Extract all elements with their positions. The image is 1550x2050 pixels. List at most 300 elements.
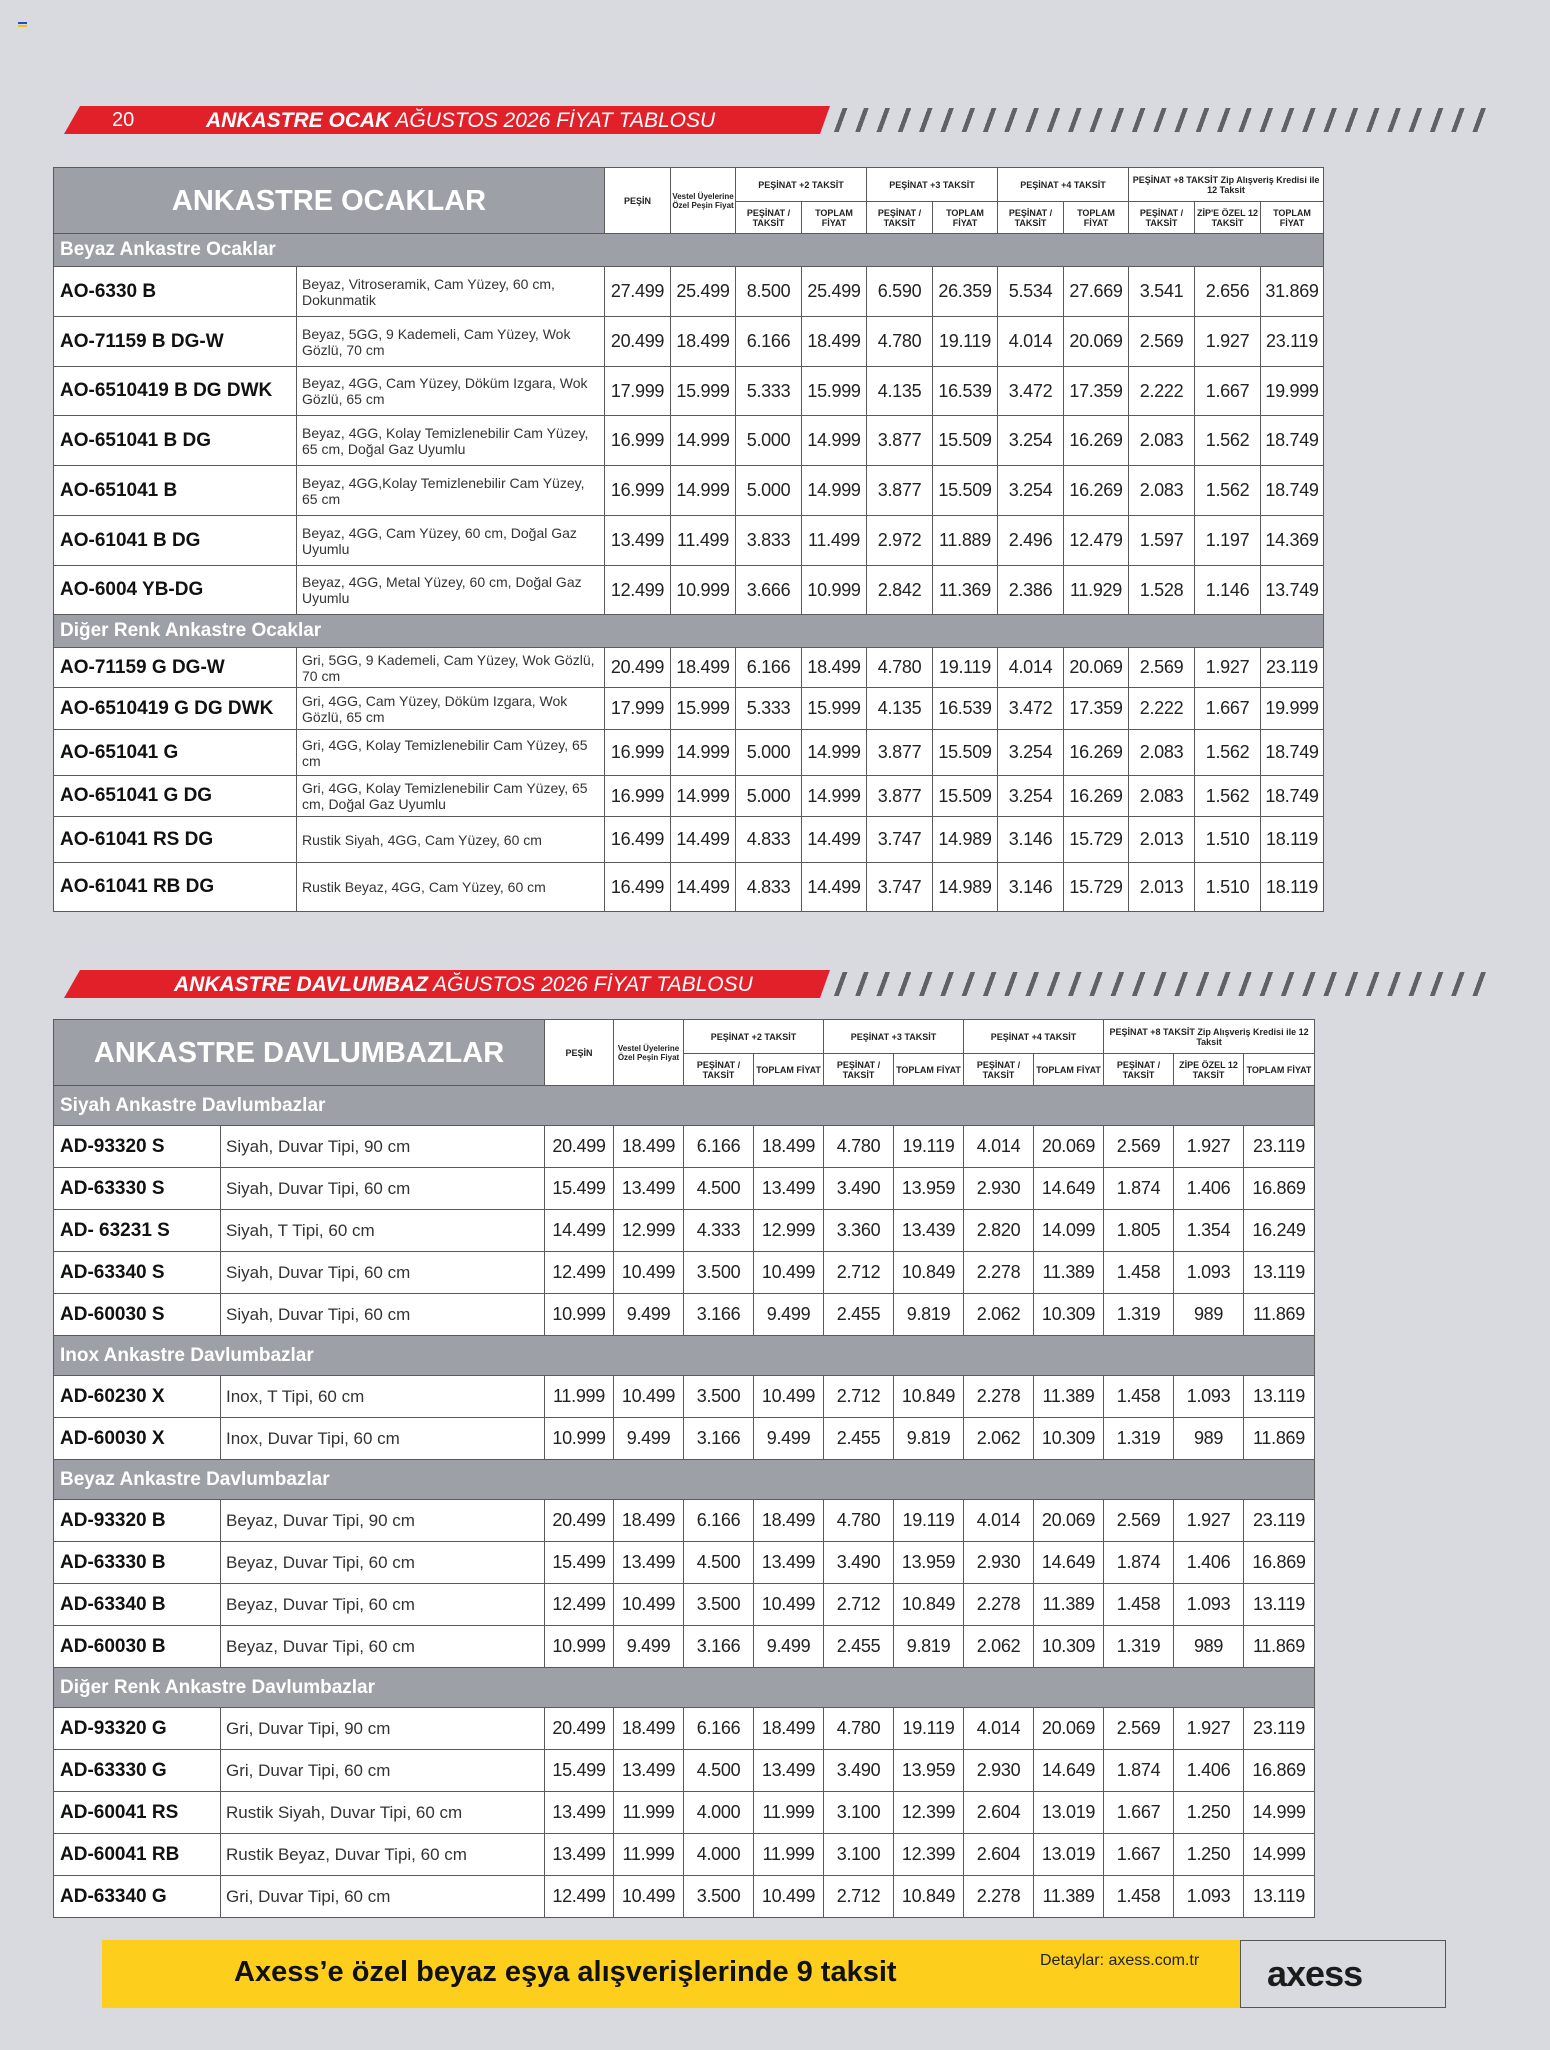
- col-header-group-3: PEŞİNAT +3 TAKSİT: [867, 168, 998, 202]
- product-description: Beyaz, Vitroseramik, Cam Yüzey, 60 cm, Dokunmatik: [297, 267, 605, 317]
- table-row: [54, 367, 1324, 416]
- price-cell: 15.729: [1064, 817, 1129, 863]
- price-cell: 15.509: [933, 776, 998, 817]
- price-cell: 18.499: [754, 1708, 824, 1750]
- price-cell: 1.562: [1195, 416, 1261, 466]
- price-cell: 11.499: [802, 516, 867, 566]
- product-description: Rustik Siyah, 4GG, Cam Yüzey, 60 cm: [297, 817, 605, 863]
- price-cell: 16.869: [1244, 1168, 1315, 1210]
- table-row: [54, 776, 1324, 817]
- price-cell: 2.222: [1129, 688, 1195, 730]
- ad-detail-link[interactable]: Detaylar: axess.com.tr: [1040, 1952, 1200, 1969]
- price-cell: 16.269: [1064, 466, 1129, 516]
- price-cell: 1.562: [1195, 466, 1261, 516]
- price-cell: 2.496: [998, 516, 1064, 566]
- price-cell: 1.927: [1174, 1500, 1244, 1542]
- price-cell: 1.406: [1174, 1168, 1244, 1210]
- product-description: Gri, 4GG, Kolay Temizlenebilir Cam Yüzey, 65 cm: [297, 730, 605, 776]
- price-cell: 13.499: [614, 1750, 684, 1792]
- col-header-group-8: PEŞİNAT +8 TAKSİT Zip Alışveriş Kredisi ile 12 Taksit: [1129, 168, 1324, 202]
- price-cell: 13.119: [1244, 1876, 1315, 1918]
- sub-header: TOPLAM FİYAT: [1064, 202, 1129, 234]
- table-row: [54, 863, 1324, 912]
- price-cell: 11.389: [1034, 1376, 1104, 1418]
- sub-header: PEŞİNAT / TAKSİT: [1129, 202, 1195, 234]
- price-cell: 2.930: [964, 1750, 1034, 1792]
- price-cell: 6.590: [867, 267, 933, 317]
- col-header-vestel: Vestel Üyelerine Özel Peşin Fiyat: [671, 168, 736, 234]
- price-cell: 989: [1174, 1626, 1244, 1668]
- model-code: AD-93320 S: [54, 1126, 221, 1168]
- product-description: Beyaz, Duvar Tipi, 90 cm: [221, 1500, 545, 1542]
- table-row: [54, 1834, 1315, 1876]
- price-cell: 16.869: [1244, 1542, 1315, 1584]
- product-description: Beyaz, 4GG, Cam Yüzey, 60 cm, Doğal Gaz Uyumlu: [297, 516, 605, 566]
- price-cell: 3.472: [998, 367, 1064, 416]
- price-cell: 1.562: [1195, 730, 1261, 776]
- price-cell: 14.499: [671, 863, 736, 912]
- table-row: [54, 1418, 1315, 1460]
- price-cell: 13.959: [894, 1750, 964, 1792]
- price-cell: 14.999: [671, 416, 736, 466]
- section-name: Beyaz Ankastre Ocaklar: [54, 234, 1324, 267]
- price-cell: 23.119: [1244, 1708, 1315, 1750]
- price-cell: 18.119: [1261, 863, 1324, 912]
- price-cell: 18.749: [1261, 466, 1324, 516]
- price-cell: 2.842: [867, 566, 933, 615]
- table-row: [54, 416, 1324, 466]
- price-cell: 13.499: [754, 1542, 824, 1584]
- sub-header: TOPLAM FİYAT: [1034, 1054, 1104, 1086]
- sub-header: PEŞİNAT / TAKSİT: [867, 202, 933, 234]
- col-header-vestel: Vestel Üyelerine Özel Peşin Fiyat: [614, 1020, 684, 1086]
- price-cell: 19.119: [933, 317, 998, 367]
- col-header-group-8: PEŞİNAT +8 TAKSİT Zip Alışveriş Kredisi ile 12 Taksit: [1104, 1020, 1315, 1054]
- price-cell: 3.490: [824, 1542, 894, 1584]
- sub-header: ZİPE ÖZEL 12 TAKSİT: [1174, 1054, 1244, 1086]
- price-cell: 10.499: [754, 1376, 824, 1418]
- price-cell: 2.083: [1129, 466, 1195, 516]
- price-cell: 11.869: [1244, 1294, 1315, 1336]
- price-cell: 13.499: [605, 516, 671, 566]
- price-cell: 10.999: [802, 566, 867, 615]
- price-cell: 19.119: [894, 1708, 964, 1750]
- price-cell: 14.999: [1244, 1834, 1315, 1876]
- price-cell: 17.999: [605, 688, 671, 730]
- model-code: AD-60041 RS: [54, 1792, 221, 1834]
- price-cell: 5.534: [998, 267, 1064, 317]
- price-cell: 1.510: [1195, 863, 1261, 912]
- price-cell: 23.119: [1244, 1126, 1315, 1168]
- price-cell: 13.959: [894, 1168, 964, 1210]
- price-cell: 4.135: [867, 367, 933, 416]
- product-description: Gri, 4GG, Cam Yüzey, Döküm Izgara, Wok Gözlü, 65 cm: [297, 688, 605, 730]
- price-cell: 9.819: [894, 1626, 964, 1668]
- price-cell: 10.309: [1034, 1626, 1104, 1668]
- price-cell: 1.874: [1104, 1542, 1174, 1584]
- davlumbaz-price-table: [53, 1019, 1315, 1918]
- price-cell: 18.749: [1261, 776, 1324, 817]
- price-cell: 16.539: [933, 688, 998, 730]
- price-cell: 25.499: [671, 267, 736, 317]
- banner-title: ANKASTRE OCAK AĞUSTOS 2026 FİYAT TABLOSU: [206, 109, 716, 132]
- price-cell: 18.119: [1261, 817, 1324, 863]
- price-cell: 5.333: [736, 367, 802, 416]
- col-header-pesin: PEŞİN: [605, 168, 671, 234]
- price-cell: 2.656: [1195, 267, 1261, 317]
- price-cell: 5.000: [736, 466, 802, 516]
- price-cell: 4.014: [964, 1500, 1034, 1542]
- price-cell: 1.354: [1174, 1210, 1244, 1252]
- model-code: AO-651041 G DG: [54, 776, 297, 817]
- price-cell: 27.669: [1064, 267, 1129, 317]
- price-cell: 16.269: [1064, 776, 1129, 817]
- price-cell: 1.146: [1195, 566, 1261, 615]
- price-cell: 3.490: [824, 1168, 894, 1210]
- price-cell: 3.166: [684, 1294, 754, 1336]
- price-cell: 4.014: [964, 1708, 1034, 1750]
- table-row: [54, 317, 1324, 367]
- price-cell: 11.889: [933, 516, 998, 566]
- price-cell: 4.014: [998, 648, 1064, 688]
- price-cell: 3.490: [824, 1750, 894, 1792]
- price-cell: 10.849: [894, 1584, 964, 1626]
- price-cell: 11.389: [1034, 1584, 1104, 1626]
- price-cell: 13.499: [614, 1542, 684, 1584]
- price-cell: 3.833: [736, 516, 802, 566]
- product-description: Rustik Beyaz, Duvar Tipi, 60 cm: [221, 1834, 545, 1876]
- product-description: Beyaz, Duvar Tipi, 60 cm: [221, 1542, 545, 1584]
- product-description: Siyah, Duvar Tipi, 60 cm: [221, 1252, 545, 1294]
- price-cell: 3.100: [824, 1792, 894, 1834]
- price-cell: 2.712: [824, 1876, 894, 1918]
- model-code: AD-60041 RB: [54, 1834, 221, 1876]
- price-cell: 3.254: [998, 776, 1064, 817]
- price-cell: 14.999: [802, 730, 867, 776]
- price-cell: 2.455: [824, 1294, 894, 1336]
- price-cell: 19.119: [933, 648, 998, 688]
- product-description: Gri, 5GG, 9 Kademeli, Cam Yüzey, Wok Gözlü, 70 cm: [297, 648, 605, 688]
- price-cell: 1.667: [1195, 367, 1261, 416]
- price-cell: 10.309: [1034, 1418, 1104, 1460]
- price-cell: 1.927: [1195, 648, 1261, 688]
- price-cell: 2.013: [1129, 817, 1195, 863]
- price-cell: 11.869: [1244, 1418, 1315, 1460]
- product-description: Rustik Beyaz, 4GG, Cam Yüzey, 60 cm: [297, 863, 605, 912]
- table-row: [54, 1750, 1315, 1792]
- model-code: AD-60030 X: [54, 1418, 221, 1460]
- price-cell: 1.093: [1174, 1376, 1244, 1418]
- table-row: [54, 817, 1324, 863]
- price-cell: 4.780: [867, 317, 933, 367]
- model-code: AD-63340 S: [54, 1252, 221, 1294]
- price-cell: 16.269: [1064, 416, 1129, 466]
- price-cell: 2.604: [964, 1834, 1034, 1876]
- price-cell: 3.500: [684, 1584, 754, 1626]
- product-description: Inox, Duvar Tipi, 60 cm: [221, 1418, 545, 1460]
- price-cell: 11.929: [1064, 566, 1129, 615]
- price-cell: 2.604: [964, 1792, 1034, 1834]
- price-cell: 1.093: [1174, 1584, 1244, 1626]
- price-cell: 12.399: [894, 1792, 964, 1834]
- price-cell: 13.439: [894, 1210, 964, 1252]
- price-cell: 16.269: [1064, 730, 1129, 776]
- price-cell: 2.062: [964, 1418, 1034, 1460]
- price-cell: 10.999: [671, 566, 736, 615]
- model-code: AD-60230 X: [54, 1376, 221, 1418]
- price-cell: 18.499: [754, 1126, 824, 1168]
- section-banner-davlumbaz: [64, 970, 1484, 998]
- stripe-decoration: [832, 972, 1486, 996]
- table-row: [54, 1252, 1315, 1294]
- price-cell: 27.499: [605, 267, 671, 317]
- price-cell: 9.499: [754, 1294, 824, 1336]
- price-cell: 12.479: [1064, 516, 1129, 566]
- price-cell: 4.333: [684, 1210, 754, 1252]
- product-description: Gri, 4GG, Kolay Temizlenebilir Cam Yüzey, 65 cm, Doğal Gaz Uyumlu: [297, 776, 605, 817]
- price-cell: 20.499: [545, 1708, 614, 1750]
- price-cell: 10.499: [754, 1584, 824, 1626]
- price-cell: 16.249: [1244, 1210, 1315, 1252]
- price-cell: 15.729: [1064, 863, 1129, 912]
- price-cell: 3.146: [998, 863, 1064, 912]
- price-cell: 1.528: [1129, 566, 1195, 615]
- price-cell: 1.874: [1104, 1750, 1174, 1792]
- price-cell: 1.093: [1174, 1252, 1244, 1294]
- price-cell: 3.500: [684, 1876, 754, 1918]
- product-description: Gri, Duvar Tipi, 60 cm: [221, 1750, 545, 1792]
- price-cell: 19.119: [894, 1500, 964, 1542]
- model-code: AO-6004 YB-DG: [54, 566, 297, 615]
- price-cell: 14.999: [802, 466, 867, 516]
- table-row: [54, 1210, 1315, 1252]
- price-cell: 11.499: [671, 516, 736, 566]
- price-cell: 14.099: [1034, 1210, 1104, 1252]
- price-cell: 6.166: [736, 317, 802, 367]
- banner-title: ANKASTRE DAVLUMBAZ AĞUSTOS 2026 FİYAT TABLOSU: [174, 973, 753, 996]
- axess-logo-text: axess: [1267, 1953, 1363, 1994]
- price-cell: 13.749: [1261, 566, 1324, 615]
- price-cell: 11.389: [1034, 1876, 1104, 1918]
- price-cell: 3.100: [824, 1834, 894, 1876]
- price-cell: 13.959: [894, 1542, 964, 1584]
- product-description: Gri, Duvar Tipi, 90 cm: [221, 1708, 545, 1750]
- price-cell: 1.458: [1104, 1584, 1174, 1626]
- price-cell: 2.222: [1129, 367, 1195, 416]
- product-description: Beyaz, 5GG, 9 Kademeli, Cam Yüzey, Wok Gözlü, 70 cm: [297, 317, 605, 367]
- price-cell: 1.927: [1174, 1708, 1244, 1750]
- price-cell: 2.062: [964, 1294, 1034, 1336]
- price-cell: 9.499: [614, 1418, 684, 1460]
- price-cell: 20.499: [605, 317, 671, 367]
- price-cell: 17.999: [605, 367, 671, 416]
- product-description: Siyah, T Tipi, 60 cm: [221, 1210, 545, 1252]
- price-cell: 3.166: [684, 1626, 754, 1668]
- price-cell: 17.359: [1064, 688, 1129, 730]
- price-cell: 14.499: [802, 817, 867, 863]
- price-cell: 18.499: [671, 317, 736, 367]
- price-cell: 1.562: [1195, 776, 1261, 817]
- price-cell: 2.569: [1104, 1126, 1174, 1168]
- model-code: AD-93320 B: [54, 1500, 221, 1542]
- price-cell: 14.999: [802, 416, 867, 466]
- price-cell: 16.539: [933, 367, 998, 416]
- price-cell: 2.062: [964, 1626, 1034, 1668]
- price-cell: 12.499: [545, 1584, 614, 1626]
- table-row: [54, 1126, 1315, 1168]
- price-cell: 10.499: [614, 1252, 684, 1294]
- price-cell: 1.319: [1104, 1294, 1174, 1336]
- price-cell: 15.999: [802, 688, 867, 730]
- table-row: [54, 1500, 1315, 1542]
- price-cell: 1.319: [1104, 1418, 1174, 1460]
- price-cell: 4.500: [684, 1168, 754, 1210]
- price-cell: 3.254: [998, 466, 1064, 516]
- price-cell: 14.499: [545, 1210, 614, 1252]
- price-cell: 3.254: [998, 730, 1064, 776]
- product-description: Siyah, Duvar Tipi, 60 cm: [221, 1294, 545, 1336]
- flag-icon: [18, 22, 27, 29]
- product-description: Beyaz, 4GG,Kolay Temizlenebilir Cam Yüzey, 65 cm: [297, 466, 605, 516]
- table-row: [54, 267, 1324, 317]
- price-cell: 14.999: [671, 466, 736, 516]
- axess-ad-banner[interactable]: [102, 1940, 1240, 2008]
- price-cell: 11.999: [545, 1376, 614, 1418]
- price-cell: 25.499: [802, 267, 867, 317]
- price-cell: 1.406: [1174, 1750, 1244, 1792]
- price-cell: 14.649: [1034, 1542, 1104, 1584]
- price-cell: 10.499: [754, 1876, 824, 1918]
- price-cell: 10.849: [894, 1252, 964, 1294]
- price-cell: 10.499: [614, 1876, 684, 1918]
- price-cell: 11.999: [754, 1834, 824, 1876]
- product-description: Rustik Siyah, Duvar Tipi, 60 cm: [221, 1792, 545, 1834]
- price-cell: 12.499: [605, 566, 671, 615]
- price-cell: 4.780: [824, 1708, 894, 1750]
- price-cell: 6.166: [684, 1708, 754, 1750]
- table-title: ANKASTRE DAVLUMBAZLAR: [54, 1020, 545, 1086]
- table-row: [54, 1626, 1315, 1668]
- price-cell: 2.820: [964, 1210, 1034, 1252]
- price-cell: 20.069: [1034, 1500, 1104, 1542]
- price-cell: 11.389: [1034, 1252, 1104, 1294]
- price-cell: 2.386: [998, 566, 1064, 615]
- product-description: Inox, T Tipi, 60 cm: [221, 1376, 545, 1418]
- section-name: Inox Ankastre Davlumbazlar: [54, 1336, 1315, 1376]
- price-cell: 18.499: [802, 648, 867, 688]
- price-cell: 1.093: [1174, 1876, 1244, 1918]
- table-row: [54, 466, 1324, 516]
- price-cell: 23.119: [1244, 1500, 1315, 1542]
- price-cell: 4.014: [964, 1126, 1034, 1168]
- price-cell: 1.805: [1104, 1210, 1174, 1252]
- price-cell: 12.999: [754, 1210, 824, 1252]
- price-cell: 18.499: [754, 1500, 824, 1542]
- price-cell: 1.667: [1195, 688, 1261, 730]
- price-cell: 15.999: [802, 367, 867, 416]
- price-cell: 4.780: [824, 1126, 894, 1168]
- col-header-group-3: PEŞİNAT +3 TAKSİT: [824, 1020, 964, 1054]
- price-cell: 1.597: [1129, 516, 1195, 566]
- sub-header: TOPLAM FİYAT: [802, 202, 867, 234]
- price-cell: 2.930: [964, 1542, 1034, 1584]
- price-cell: 1.458: [1104, 1252, 1174, 1294]
- price-cell: 13.499: [614, 1168, 684, 1210]
- price-cell: 16.999: [605, 466, 671, 516]
- price-cell: 15.509: [933, 416, 998, 466]
- price-cell: 10.499: [614, 1376, 684, 1418]
- price-cell: 18.749: [1261, 416, 1324, 466]
- price-cell: 16.999: [605, 730, 671, 776]
- section-header-row: [54, 1086, 1315, 1126]
- price-cell: 3.747: [867, 817, 933, 863]
- table-row: [54, 566, 1324, 615]
- price-cell: 12.499: [545, 1876, 614, 1918]
- section-name: Diğer Renk Ankastre Ocaklar: [54, 615, 1324, 648]
- section-header-row: [54, 1460, 1315, 1500]
- price-cell: 4.000: [684, 1792, 754, 1834]
- price-cell: 18.499: [671, 648, 736, 688]
- price-cell: 23.119: [1261, 317, 1324, 367]
- price-cell: 3.666: [736, 566, 802, 615]
- price-cell: 16.499: [605, 817, 671, 863]
- sub-header: TOPLAM FİYAT: [933, 202, 998, 234]
- price-cell: 3.360: [824, 1210, 894, 1252]
- price-cell: 15.499: [545, 1542, 614, 1584]
- price-cell: 11.999: [614, 1792, 684, 1834]
- ad-slogan: Axess’e özel beyaz eşya alışverişlerinde 9 taksit: [234, 1956, 897, 1988]
- price-cell: 16.999: [605, 416, 671, 466]
- section-header-row: [54, 234, 1324, 267]
- price-cell: 11.369: [933, 566, 998, 615]
- price-cell: 15.499: [545, 1168, 614, 1210]
- price-cell: 3.500: [684, 1376, 754, 1418]
- price-cell: 20.069: [1064, 317, 1129, 367]
- product-description: Beyaz, Duvar Tipi, 60 cm: [221, 1626, 545, 1668]
- price-cell: 1.250: [1174, 1792, 1244, 1834]
- price-cell: 14.499: [671, 817, 736, 863]
- page-number: 20: [112, 109, 135, 131]
- stripe-decoration: [832, 108, 1486, 132]
- sub-header: PEŞİNAT / TAKSİT: [1104, 1054, 1174, 1086]
- section-header-row: [54, 615, 1324, 648]
- price-cell: 3.146: [998, 817, 1064, 863]
- price-cell: 16.999: [605, 776, 671, 817]
- price-cell: 3.877: [867, 776, 933, 817]
- price-cell: 5.000: [736, 730, 802, 776]
- model-code: AO-6510419 B DG DWK: [54, 367, 297, 416]
- product-description: Beyaz, 4GG, Metal Yüzey, 60 cm, Doğal Gaz Uyumlu: [297, 566, 605, 615]
- price-cell: 4.014: [998, 317, 1064, 367]
- price-cell: 1.250: [1174, 1834, 1244, 1876]
- price-cell: 2.569: [1104, 1708, 1174, 1750]
- price-cell: 13.019: [1034, 1834, 1104, 1876]
- price-cell: 15.509: [933, 730, 998, 776]
- price-cell: 14.499: [802, 863, 867, 912]
- sub-header: PEŞİNAT / TAKSİT: [964, 1054, 1034, 1086]
- price-cell: 13.019: [1034, 1792, 1104, 1834]
- price-cell: 2.569: [1104, 1500, 1174, 1542]
- price-cell: 4.135: [867, 688, 933, 730]
- price-cell: 19.999: [1261, 367, 1324, 416]
- price-cell: 2.083: [1129, 416, 1195, 466]
- price-cell: 20.499: [545, 1126, 614, 1168]
- price-cell: 2.569: [1129, 648, 1195, 688]
- model-code: AO-61041 RS DG: [54, 817, 297, 863]
- price-cell: 13.119: [1244, 1584, 1315, 1626]
- price-cell: 9.499: [614, 1294, 684, 1336]
- product-description: Beyaz, Duvar Tipi, 60 cm: [221, 1584, 545, 1626]
